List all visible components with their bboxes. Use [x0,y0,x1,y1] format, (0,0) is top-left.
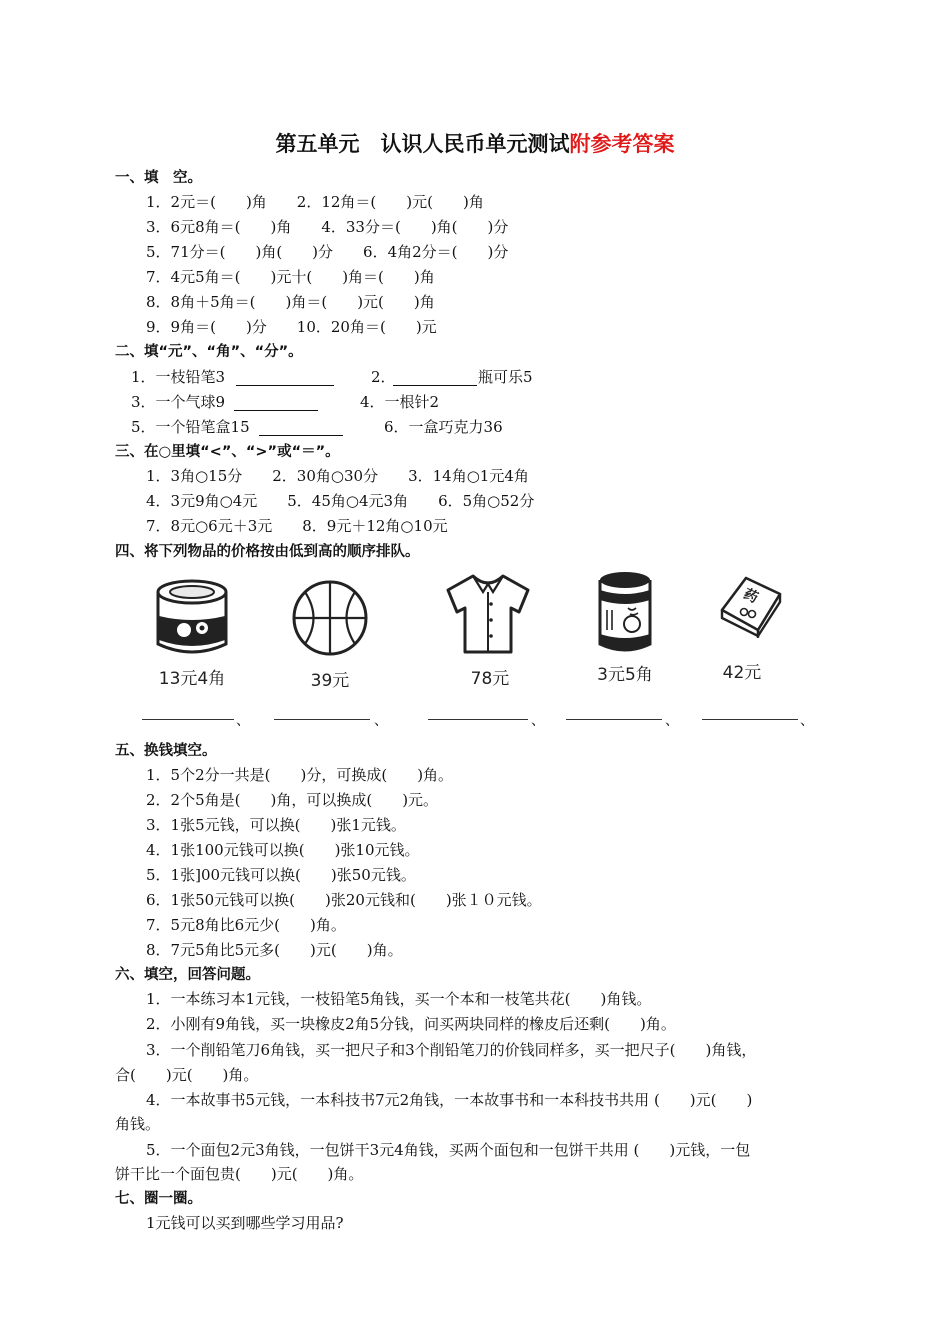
separator: 、 [665,713,679,729]
s6-line: 角钱。 [115,1115,161,1133]
s5-line: 6．1张50元钱可以换( )张20元钱和( )张１０元钱。 [146,891,542,909]
s2-item: 2． [371,368,396,386]
price-label: 13元4角 [158,669,226,689]
s6-line: 2．小刚有9角钱，买一块橡皮2角5分钱，问买两块同样的橡皮后还剩( )角。 [146,1015,676,1033]
s2-item: 1．一枝铅笔3 [131,368,226,386]
page-title [0,130,950,158]
section-7-heading: 七、圈一圈。 [115,1191,202,1207]
s5-line: 4．1张100元钱可以换( )张10元钱。 [146,841,420,859]
separator: 、 [236,713,250,729]
s3-line: 4．3元9角○4元 5．45角○4元3角 6．5角○52分 [146,492,535,510]
answer-blank[interactable] [234,392,318,411]
title-main: 第五单元 认识人民币单元测试 [275,132,570,156]
s3-line: 1．3角○15分 2．30角○30分 3．14角○1元4角 [146,467,529,485]
section-6-heading: 六、填空，回答问题。 [115,967,260,983]
section-5-heading: 五、换钱填空。 [115,743,217,759]
separator: 、 [531,713,545,729]
price-label: 39元 [310,671,350,691]
order-blank[interactable] [566,719,662,720]
separator: 、 [374,713,388,729]
shirt-icon [443,572,533,656]
ball-icon [290,578,370,658]
s1-line: 8．8角＋5角＝( )角＝( )元( )角 [146,293,435,311]
s1-line: 1．2元＝( )角 2．12角＝( )元( )角 [146,193,484,211]
s6-line: 合( )元( )角。 [115,1066,259,1084]
s2-item: 3．一个气球9 [131,393,226,411]
medicine-box-icon [718,574,784,638]
price-label: 78元 [470,669,510,689]
price-label: 3元5角 [597,665,653,685]
s2-item: 4．一根针2 [360,393,440,411]
s2-item: 6．一盒巧克力36 [384,418,503,436]
title-answer-note: 附参考答案 [569,132,675,156]
s5-line: 5．1张]00元钱可以换( )张50元钱。 [146,866,416,884]
s5-line: 3．1张5元钱，可以换( )张1元钱。 [146,816,406,834]
s6-line: 饼干比一个面包贵( )元( )角。 [115,1165,364,1183]
order-blank[interactable] [702,719,798,720]
order-blank[interactable] [142,719,234,720]
can-icon [150,578,234,660]
s5-line: 8．7元5角比5元多( )元( )角。 [146,941,403,959]
section-1-heading: 一、填 空。 [115,170,202,186]
s7-line: 1元钱可以买到哪些学习用品? [146,1214,344,1232]
s5-line: 2．2个5角是( )角，可以换成( )元。 [146,791,439,809]
s5-line: 1．5个2分一共是( )分，可换成( )角。 [146,766,454,784]
s1-line: 5．71分＝( )角( )分 6．4角2分＝( )分 [146,243,509,261]
section-3-heading: 三、在○里填“<”、“>”或“＝”。 [115,444,340,460]
s6-line: 3．一个削铅笔刀6角钱，买一把尺子和3个削铅笔刀的价钱同样多，买一把尺子( )角钱， [146,1041,757,1059]
section-2-heading: 二、填“元”、“角”、“分”。 [115,344,303,360]
s6-line: 5．一个面包2元3角钱，一包饼干3元4角钱，买两个面包和一包饼干共用 ( )元钱，一包 [146,1141,751,1159]
price-label: 42元 [722,663,762,683]
answer-blank[interactable] [236,367,334,386]
answer-blank[interactable] [259,417,343,436]
s1-line: 9．9角＝( )分 10．20角＝( )元 [146,318,437,336]
s3-line: 7．8元○6元＋3元 8．9元＋12角○10元 [146,517,448,535]
section-4-heading: 四、将下列物品的价格按由低到高的顺序排队。 [115,544,420,560]
s1-line: 7．4元5角＝( )元十( )角＝( )角 [146,268,435,286]
porridge-can-icon [594,568,656,656]
order-blank[interactable] [428,719,528,720]
s2-item: 瓶可乐5 [478,368,533,386]
s6-line: 4．一本故事书5元钱，一本科技书7元2角钱，一本故事书和一本科技书共用 ( )元( ) [146,1091,753,1109]
answer-blank[interactable] [393,367,477,386]
s5-line: 7．5元8角比6元少( )角。 [146,916,346,934]
order-blank[interactable] [274,719,370,720]
box-label: 药 [740,586,761,607]
s2-item: 5．一个铅笔盒15 [131,418,250,436]
separator: 、 [800,713,814,729]
s6-line: 1．一本练习本1元钱，一枝铅笔5角钱，买一个本和一枝笔共花( )角钱。 [146,990,652,1008]
s1-line: 3．6元8角＝( )角 4．33分＝( )角( )分 [146,218,509,236]
